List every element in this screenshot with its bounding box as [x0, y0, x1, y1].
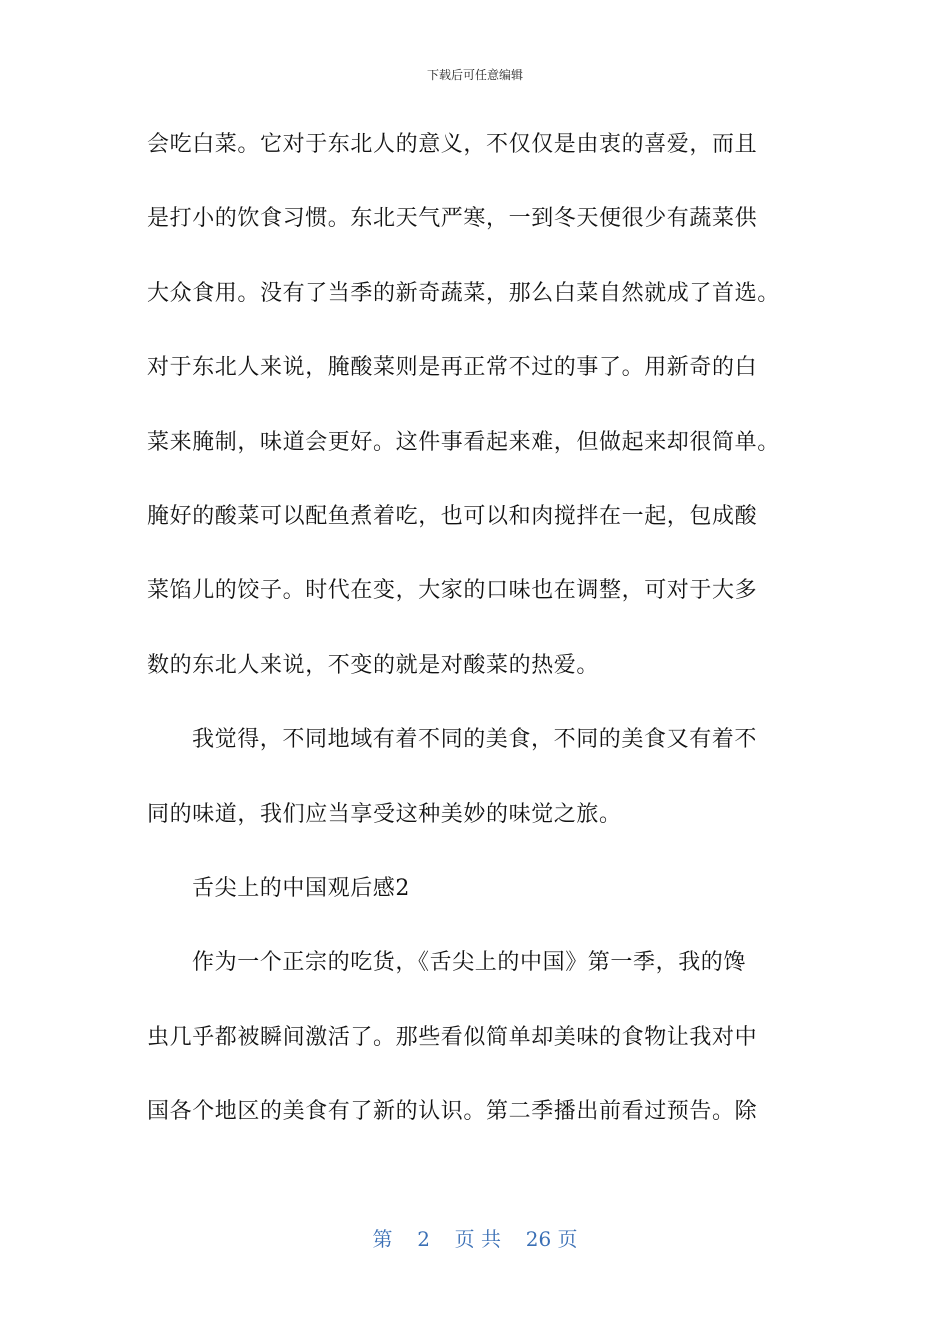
text-line: 大众食用。没有了当季的新奇蔬菜，那么白菜自然就成了首选。: [147, 280, 780, 306]
footer-middle: 页 共: [454, 1227, 501, 1251]
section-heading: 舌尖上的中国观后感2: [192, 875, 410, 901]
page-footer: [0, 1226, 950, 1252]
paragraph-start-line: 作为一个正宗的吃货，《舌尖上的中国》第一季，我的馋: [192, 950, 747, 976]
text-line: 会吃白菜。它对于东北人的意义，不仅仅是由衷的喜爱，而且: [147, 132, 758, 157]
document-body: [147, 126, 815, 1167]
text-line: 同的味道，我们应当享受这种美妙的味觉之旅。: [147, 801, 622, 827]
text-line: 菜来腌制，味道会更好。这件事看起来难，但做起来却很简单。: [147, 429, 780, 455]
text-line: 数的东北人来说，不变的就是对酸菜的热爱。: [147, 652, 600, 678]
total-pages: 26: [525, 1227, 552, 1251]
current-page-number: 2: [417, 1227, 430, 1251]
footer-prefix: 第: [372, 1227, 393, 1251]
text-line: 虫几乎都被瞬间激活了。那些看似简单却美味的食物让我对中: [147, 1024, 758, 1050]
text-line: 对于东北人来说，腌酸菜则是再正常不过的事了。用新奇的白: [147, 355, 758, 381]
text-line: 腌好的酸菜可以配鱼煮着吃，也可以和肉搅拌在一起，包成酸: [147, 503, 758, 529]
footer-suffix: 页: [557, 1227, 578, 1251]
text-line: 是打小的饮食习惯。东北天气严寒，一到冬天便很少有蔬菜供: [147, 206, 758, 232]
page-header: 下载后可任意编辑: [426, 68, 523, 82]
text-line: 国各个地区的美食有了新的认识。第二季播出前看过预告。除: [147, 1099, 758, 1125]
text-line: 菜馅儿的饺子。时代在变，大家的口味也在调整，可对于大多: [147, 578, 758, 604]
paragraph-start-line: 我觉得，不同地域有着不同的美食，不同的美食又有着不: [192, 727, 758, 753]
